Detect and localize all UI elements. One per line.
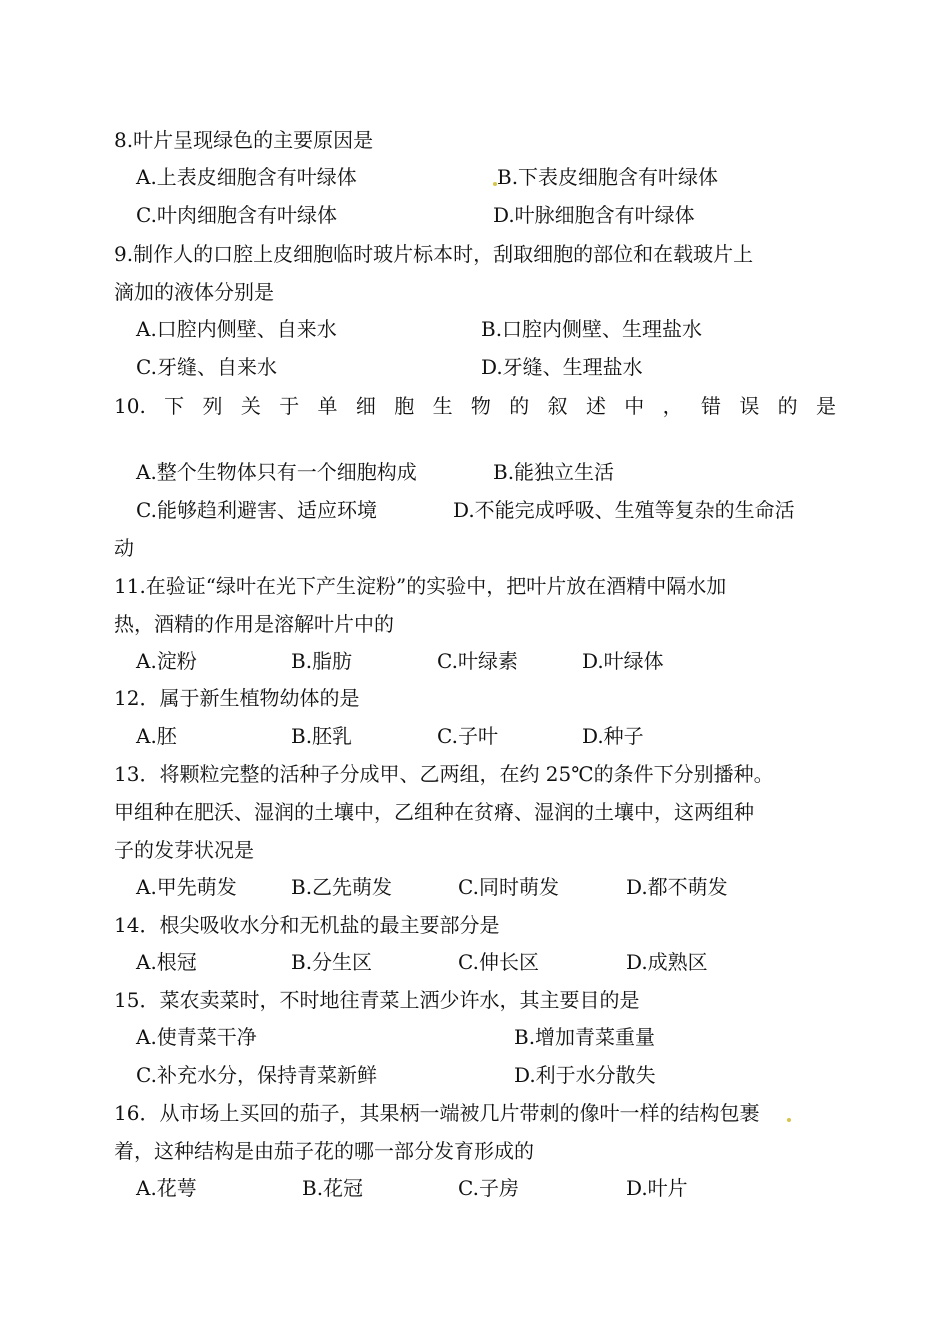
stem-char: 下 — [164, 394, 185, 418]
question-16-stem-line-2: 着，这种结构是由茄子花的哪一部分发育形成的 — [114, 1139, 534, 1163]
question-8-option-b: B.下表皮细胞含有叶绿体 — [497, 165, 719, 189]
stem-char: 的 — [777, 394, 798, 418]
speck-mark — [493, 182, 497, 186]
stem-char: 列 — [202, 394, 223, 418]
question-15-option-c: C.补充水分，保持青菜新鲜 — [136, 1063, 377, 1087]
question-14-option-d: D.成熟区 — [626, 950, 708, 974]
question-14-option-a: A.根冠 — [136, 950, 197, 974]
question-10-stem — [114, 392, 836, 420]
question-15-option-a: A.使青菜干净 — [136, 1025, 257, 1049]
question-9-option-b: B.口腔内侧壁、生理盐水 — [481, 317, 703, 341]
stem-char: 中 — [624, 394, 645, 418]
question-13-option-c: C.同时萌发 — [458, 875, 559, 899]
stem-char: 叙 — [547, 394, 568, 418]
question-16-option-c: C.子房 — [458, 1176, 519, 1200]
question-12-option-c: C.子叶 — [437, 724, 498, 748]
question-8-option-d: D.叶脉细胞含有叶绿体 — [493, 203, 695, 227]
question-13-option-b: B.乙先萌发 — [291, 875, 393, 899]
question-14-option-c: C.伸长区 — [458, 950, 539, 974]
stem-char: 是 — [816, 394, 836, 418]
question-13-stem-line-3: 子的发芽状况是 — [114, 838, 254, 862]
question-9-option-c: C.牙缝、自来水 — [136, 355, 277, 379]
question-13-stem-line-1: 13．将颗粒完整的活种子分成甲、乙两组，在约 25℃的条件下分别播种。 — [114, 762, 774, 786]
stem-char: 的 — [509, 394, 530, 418]
question-13-option-d: D.都不萌发 — [626, 875, 728, 899]
question-8-stem: 8.叶片呈现绿色的主要原因是 — [114, 128, 374, 152]
speck-mark — [787, 1118, 791, 1122]
question-15-option-b: B.增加青菜重量 — [514, 1025, 656, 1049]
stem-char: 单 — [317, 394, 338, 418]
question-16-option-a: A.花萼 — [136, 1176, 197, 1200]
stem-char: 物 — [470, 394, 491, 418]
question-13-stem-line-2: 甲组种在肥沃、湿润的土壤中，乙组种在贫瘠、湿润的土壤中，这两组种 — [114, 800, 754, 824]
stem-char: 生 — [432, 394, 453, 418]
question-8-option-a: A.上表皮细胞含有叶绿体 — [136, 165, 357, 189]
question-11-option-c: C.叶绿素 — [437, 649, 518, 673]
stem-char: 关 — [240, 394, 261, 418]
question-15-option-d: D.利于水分散失 — [514, 1063, 656, 1087]
question-10-option-d: D.不能完成呼吸、生殖等复杂的生命活 — [453, 498, 795, 522]
stem-char: 于 — [279, 394, 300, 418]
question-16-stem-line-1: 16．从市场上买回的茄子，其果柄一端被几片带刺的像叶一样的结构包裹 — [114, 1101, 760, 1125]
question-11-option-a: A.淀粉 — [136, 649, 197, 673]
question-11-stem-line-2: 热，酒精的作用是溶解叶片中的 — [114, 612, 394, 636]
question-8-option-c: C.叶肉细胞含有叶绿体 — [136, 203, 337, 227]
stem-char: ， — [662, 394, 683, 418]
stem-char: 胞 — [394, 394, 415, 418]
question-11-option-d: D.叶绿体 — [582, 649, 664, 673]
stem-char: 述 — [585, 394, 606, 418]
stem-char: 细 — [355, 394, 376, 418]
stem-char: 误 — [739, 394, 760, 418]
question-15-stem: 15．菜农卖菜时，不时地往青菜上洒少许水，其主要目的是 — [114, 988, 640, 1012]
question-10-option-b: B.能独立生活 — [493, 460, 615, 484]
question-11-stem-line-1: 11.在验证“绿叶在光下产生淀粉”的实验中，把叶片放在酒精中隔水加 — [114, 574, 727, 598]
question-16-option-b: B.花冠 — [302, 1176, 364, 1200]
question-10-option-a: A.整个生物体只有一个细胞构成 — [136, 460, 417, 484]
stem-char: 10. — [114, 394, 146, 418]
question-14-option-b: B.分生区 — [291, 950, 373, 974]
question-9-option-a: A.口腔内侧壁、自来水 — [136, 317, 337, 341]
question-12-stem: 12．属于新生植物幼体的是 — [114, 686, 360, 710]
question-13-option-a: A.甲先萌发 — [136, 875, 237, 899]
stem-char: 错 — [700, 394, 721, 418]
question-10-option-d-continuation: 动 — [114, 536, 134, 560]
question-12-option-d: D.种子 — [582, 724, 644, 748]
question-10-option-c: C.能够趋利避害、适应环境 — [136, 498, 377, 522]
question-9-stem-line-2: 滴加的液体分别是 — [114, 280, 274, 304]
question-14-stem: 14．根尖吸收水分和无机盐的最主要部分是 — [114, 913, 500, 937]
question-12-option-a: A.胚 — [136, 724, 177, 748]
question-9-stem-line-1: 9.制作人的口腔上皮细胞临时玻片标本时，刮取细胞的部位和在载玻片上 — [114, 242, 754, 266]
question-11-option-b: B.脂肪 — [291, 649, 353, 673]
question-9-option-d: D.牙缝、生理盐水 — [481, 355, 643, 379]
question-16-option-d: D.叶片 — [626, 1176, 688, 1200]
question-12-option-b: B.胚乳 — [291, 724, 353, 748]
